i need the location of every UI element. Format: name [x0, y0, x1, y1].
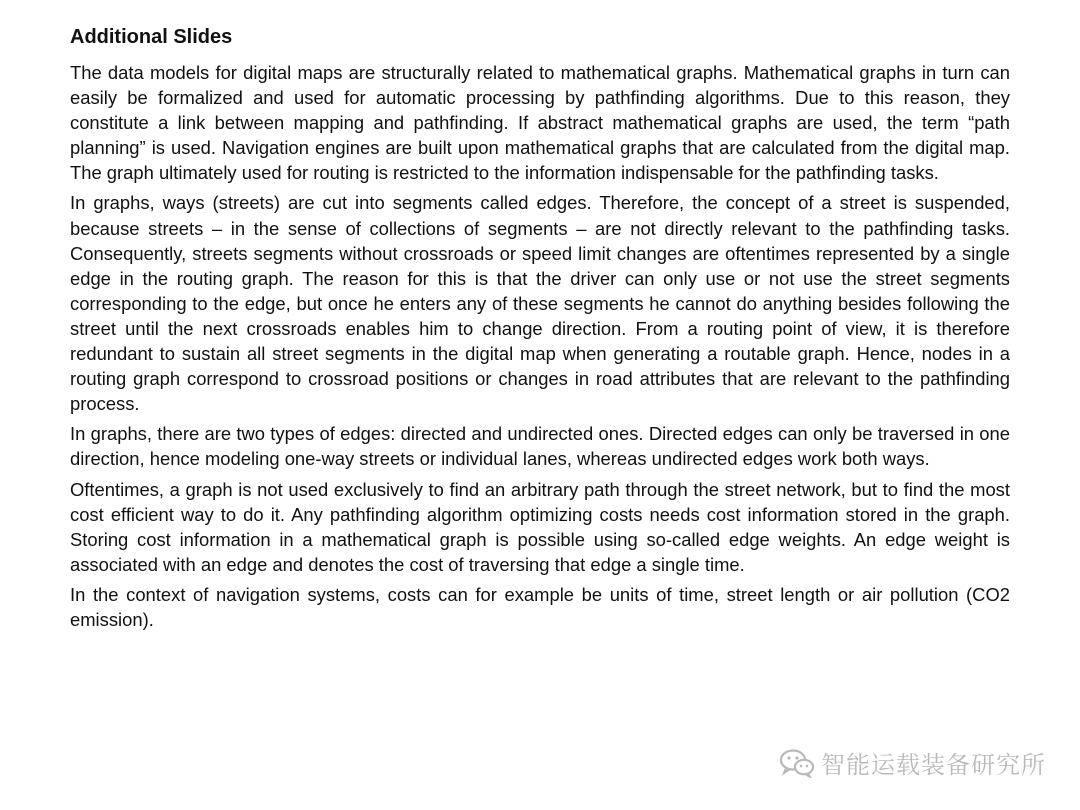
paragraph-5: In the context of navigation systems, costs can for example be units of time, street length or air pollution (CO2 emission).	[70, 583, 1010, 630]
page-title: Additional Slides	[70, 26, 233, 48]
watermark	[779, 745, 1046, 780]
paragraph-3: In graphs, there are two types of edges: directed and undirected ones. Directed edges can only be traversed in one direction, hence modeling one-way streets or individual lanes, whereas undirected edges work both ways.	[70, 423, 1010, 470]
wechat-icon	[779, 748, 815, 778]
paragraph-2: In graphs, ways (streets) are cut into segments called edges. Therefore, the concept of a street is suspended, because streets – in the sense of collections of segments – are not directly relevant to the pathfinding tasks. Consequently, streets segments without crossroads or speed limit changes are oftentimes represented by a single edge in the routing graph. The reason for this is that the driver can only use or not use the street segments corresponding to the edge, but once he enters any of these segments he cannot do anything besides following the street until the next crossroads enables him to change direction. From a routing point of view, it is therefore redundant to sustain all street segments in the digital map when generating a routable graph. Hence, nodes in a routing graph correspond to crossroad positions or changes in road attributes that are relevant to the pathfinding process.	[70, 192, 1010, 415]
paragraph-1: The data models for digital maps are structurally related to mathematical graphs. Mathematical graphs in turn can easily be formalized and used for automatic processing by pathfinding algorithms. Due to this reason, they constitute a link between mapping and pathfinding. If abstract mathematical graphs are used, the term “path planning” is used. Navigation engines are built upon mathematical graphs that are calculated from the digital map. The graph ultimately used for routing is restricted to the information indispensable for the pathfinding tasks.	[70, 62, 1010, 184]
watermark-text: 智能运载装备研究所	[821, 751, 1046, 779]
paragraph-4: Oftentimes, a graph is not used exclusively to find an arbitrary path through the street network, but to find the most cost efficient way to do it. Any pathfinding algorithm optimizing costs needs cost information stored in the graph. Storing cost information in a mathematical graph is possible using so-called edge weights. An edge weight is associated with an edge and denotes the cost of traversing that edge a single time.	[70, 478, 1010, 575]
document-page	[70, 24, 1010, 637]
